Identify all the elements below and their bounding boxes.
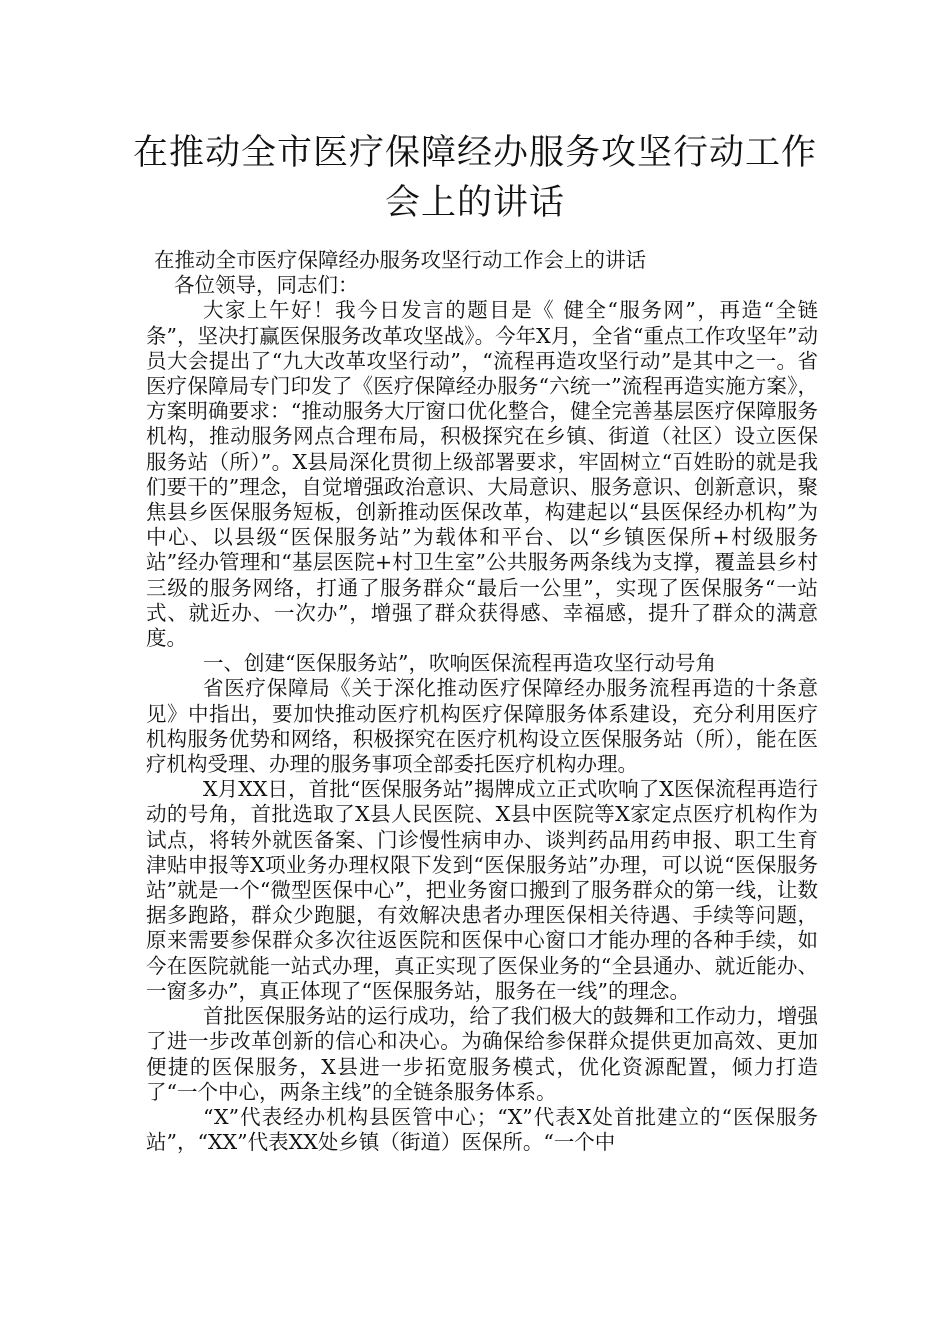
body-paragraph: 首批医保服务站的运行成功，给了我们极大的鼓舞和工作动力，增强了进一步改革创新的信心和决心。为确保给参保群众提供更加高效、更加便捷的医保服务，X县进一步拓宽服务模式，优化资源配置，倾力打造了“一个中心，两条主线”的全链条服务体系。 [146,1004,818,1104]
section-heading: 一、创建“医保服务站”，吹响医保流程再造攻坚行动号角 [203,651,716,676]
greeting: 各位领导，同志们： [174,273,359,298]
body-paragraph: X月XX日，首批“医保服务站”揭牌成立正式吹响了X医保流程再造行动的号角，首批选取了X县人民医院、X县中医院等X家定点医疗机构作为试点，将转外就医备案、门诊慢性病申办、谈判药品用药申报、职工生育津贴申报等X项业务办理权限下发到“医保服务站”办理，可以说“医保服务站”就是一个“微型医保中心”，把业务窗口搬到了服务群众的第一线，让数据多跑路，群众少跑腿，有效解决患者办理医保相关待遇、手续等问题，原来需要参保群众多次往返医院和医保中心窗口才能办理的各种手续，如今在医院就能一站式办理，真正实现了医保业务的“全县通办、就近能办、一窗多办”，真正体现了“医保服务站，服务在一线”的理念。 [146,777,818,1003]
body-paragraph: “X”代表经办机构县医管中心；“X”代表X处首批建立的“医保服务站”，“XX”代表XX处乡镇（街道）医保所。“一个中 [146,1104,818,1155]
document-subtitle: 在推动全市医疗保障经办服务攻坚行动工作会上的讲话 [154,248,646,272]
body-paragraph: 大家上午好！我今日发言的题目是《 健全“服务网”，再造“全链条”，坚决打赢医保服务改革攻坚战》。今年X月，全省“重点工作攻坚年”动员大会提出了“九大改革攻坚行动”，“流程再造攻坚行动”是其中之一。省医疗保障局专门印发了《医疗保障经办服务“六统一”流程再造实施方案》，方案明确要求：“推动服务大厅窗口优化整合，健全完善基层医疗保障服务机构，推动服务网点合理布局，积极探究在乡镇、街道（社区）设立医保服务站（所）”。X县局深化贯彻上级部署要求，牢固树立“百姓盼的就是我们要干的”理念，自觉增强政治意识、大局意识、服务意识、创新意识，聚焦县乡医保服务短板，创新推动医保改革，构建起以“县医保经办机构”为中心、以县级“医保服务站”为载体和平台、以“乡镇医保所+村级服务站”经办管理和“基层医院+村卫生室”公共服务两条线为支撑，覆盖县乡村三级的服务网络，打通了服务群众“最后一公里”，实现了医保服务“一站式、就近办、一次办”，增强了群众获得感、幸福感，提升了群众的满意度。 [146,298,818,651]
document-title: 在推动全市医疗保障经办服务攻坚行动工作会上的讲话 [132,133,817,223]
body-paragraph: 省医疗保障局《关于深化推动医疗保障经办服务流程再造的十条意见》中指出，要加快推动医疗机构医疗保障服务体系建设，充分利用医疗机构服务优势和网络，积极探究在医疗机构设立医保服务站（所），能在医疗机构受理、办理的服务事项全部委托医疗机构办理。 [146,676,818,777]
document-body [146,248,818,1155]
